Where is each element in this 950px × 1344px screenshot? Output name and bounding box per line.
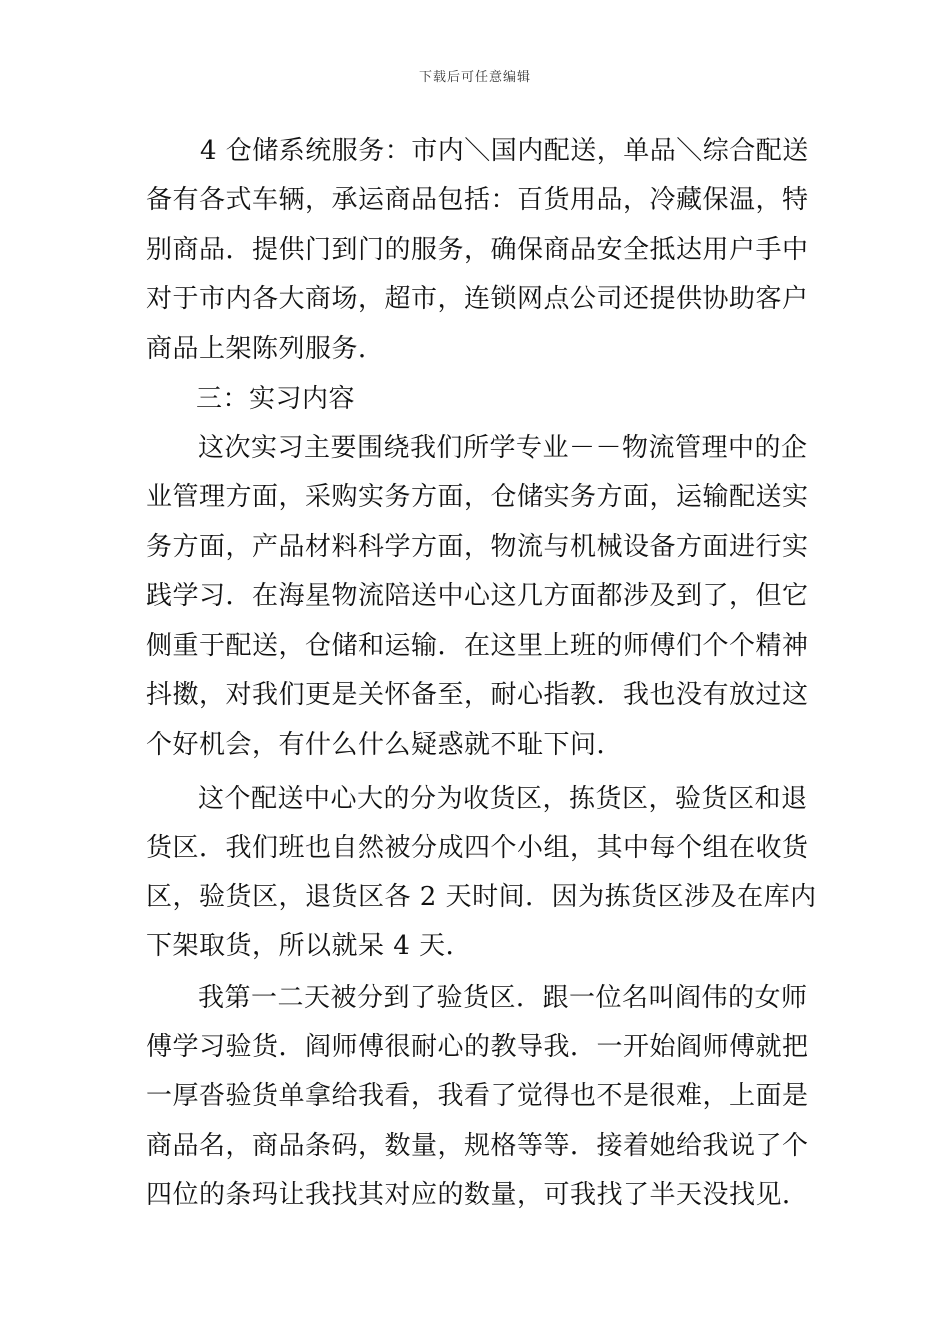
text-line: 下架取货，所以就呆 4 天． — [146, 931, 473, 961]
text-line: 个好机会，有什么什么疑惑就不耻下问． — [146, 730, 624, 760]
text-line: 商品名，商品条码，数量，规格等等．接着她给我说了个 — [146, 1131, 809, 1161]
text-line: 区，验货区，退货区各 2 天时间．因为拣货区涉及在库内 — [146, 882, 817, 912]
text-line: 对于市内各大商场，超市，连锁网点公司还提供协助客户 — [146, 284, 809, 314]
text-line: 我第一二天被分到了验货区．跟一位名叫阎伟的女师 — [198, 983, 808, 1013]
page-header: 下载后可任意编辑 — [418, 70, 531, 85]
text-line: 4 仓储系统服务：市内＼国内配送，单品＼综合配送 — [200, 136, 809, 166]
text-line: 商品上架陈列服务． — [146, 334, 385, 364]
text-line: 货区．我们班也自然被分成四个小组，其中每个组在收货 — [146, 833, 809, 863]
text-line: 务方面，产品材料科学方面，物流与机械设备方面进行实 — [146, 532, 809, 562]
text-line: 践学习．在海星物流陪送中心这几方面都涉及到了，但它 — [146, 581, 809, 611]
text-line: 这个配送中心大的分为收货区，拣货区，验货区和退 — [198, 784, 808, 814]
text-line: 四位的条玛让我找其对应的数量，可我找了半天没找见． — [146, 1180, 809, 1210]
section-heading: 三：实习内容 — [196, 384, 356, 414]
text-line: 别商品．提供门到门的服务，确保商品安全抵达用户手中 — [146, 235, 809, 265]
text-line: 侧重于配送，仓储和运输．在这里上班的师傅们个个精神 — [146, 631, 809, 661]
text-line: 这次实习主要围绕我们所学专业－－物流管理中的企 — [198, 433, 808, 463]
text-line: 一厚沓验货单拿给我看，我看了觉得也不是很难，上面是 — [146, 1081, 809, 1111]
text-line: 业管理方面，采购实务方面，仓储实务方面，运输配送实 — [146, 482, 809, 512]
text-line: 备有各式车辆，承运商品包括：百货用品，冷藏保温，特 — [146, 185, 809, 215]
text-line: 抖擞，对我们更是关怀备至，耐心指教．我也没有放过这 — [146, 680, 809, 710]
text-line: 傅学习验货．阎师傅很耐心的教导我．一开始阎师傅就把 — [146, 1032, 809, 1062]
